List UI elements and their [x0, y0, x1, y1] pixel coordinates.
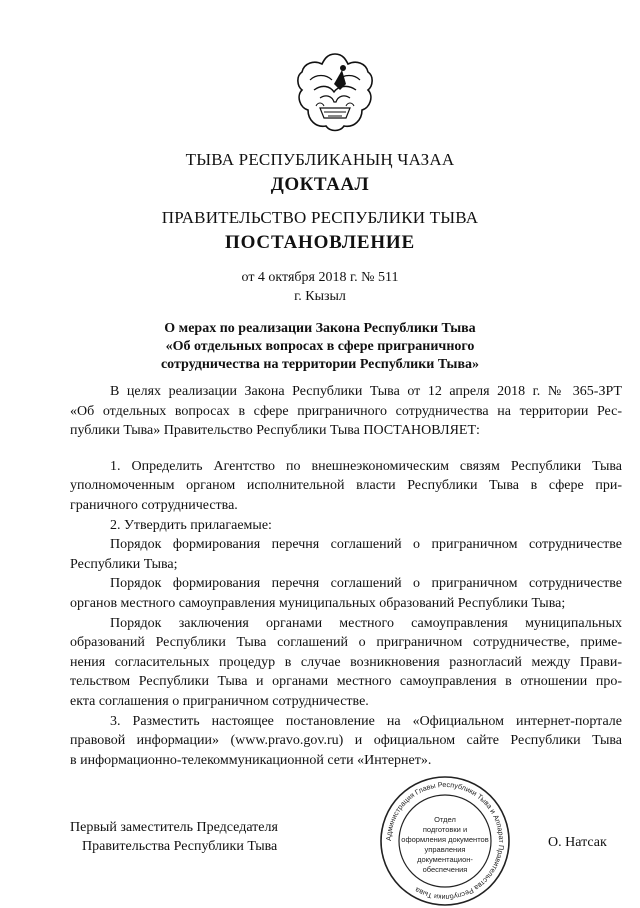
stamp-inner-line: подготовки и	[422, 825, 468, 834]
paragraph-order-1	[70, 535, 622, 574]
body-line: Республики Тыва;	[70, 556, 178, 572]
stamp-inner-line: Отдел	[434, 815, 456, 824]
body-line: уполномоченным органом исполнительной власти Республики Тыва в сфере при-	[70, 478, 622, 494]
paragraph-order-2	[70, 574, 622, 613]
signatory-position	[70, 818, 278, 856]
header-government-ru: ПРАВИТЕЛЬСТВО РЕСПУБЛИКИ ТЫВА	[161, 208, 479, 227]
body-line: граничного сотрудничества.	[70, 497, 238, 513]
paragraph-preamble	[70, 382, 622, 441]
body-line: екта соглашения о приграничном сотрудничестве.	[70, 693, 369, 709]
signatory-position-line: Правительства Республики Тыва	[82, 839, 278, 854]
body-line: образований Республики Тыва соглашений о приграничном сотрудничестве, приме-	[70, 635, 622, 651]
body-line: Порядок формирования перечня соглашений о приграничном сотрудничестве	[110, 537, 622, 553]
document-date-number: от 4 октября 2018 г. № 511	[241, 270, 399, 285]
paragraph-item-1	[70, 457, 622, 516]
body-line: в информационно-телекоммуникационной сети «Интернет».	[70, 752, 432, 768]
signatory-name: О. Натсак	[548, 835, 607, 850]
body-line: тельством Республики Тыва и органами местного самоуправления в отношении про-	[70, 674, 622, 690]
body-line: В целях реализации Закона Республики Тыва от 12 апреля 2018 г. № 365-ЗРТ	[110, 384, 622, 399]
body-line: нения согласительных процедур в случае возникновения разногласий между Прави-	[70, 654, 622, 670]
body-line: 2. Утвердить прилагаемые:	[110, 517, 272, 533]
body-line: 3. Разместить настоящее постановление на «Официальном интернет-портале	[110, 713, 622, 729]
paragraph-item-3	[70, 712, 622, 771]
tuva-coat-of-arms-icon	[296, 50, 374, 134]
title-line: сотрудничества на территории Республики Тыва»	[160, 357, 480, 372]
stamp-inner-line: документацион-	[417, 855, 473, 864]
header-postanovlenie: ПОСТАНОВЛЕНИЕ	[225, 232, 415, 253]
body-line: «Об отдельных вопросах в сфере приграничного сотрудничества на территории Рес-	[70, 403, 622, 419]
header-doktaal: ДОКТААЛ	[270, 174, 370, 195]
stamp-inner-line: обеспечения	[422, 865, 468, 874]
stamp-inner-line: оформления документов	[401, 835, 489, 844]
title-line: О мерах по реализации Закона Республики Тыва	[164, 321, 476, 336]
document-title	[140, 320, 500, 374]
body-line: публики Тыва» Правительство Республики Тыва ПОСТАНОВЛЯЕТ:	[70, 423, 480, 439]
body-line: 1. Определить Агентство по внешнеэкономическим связям Республики Тыва	[110, 458, 622, 474]
official-stamp	[378, 774, 512, 908]
body-line: правовой информации» (www.pravo.gov.ru) и официальном сайте Республики Тыва	[70, 733, 622, 749]
paragraph-order-3	[70, 614, 622, 712]
signatory-position-line: Первый заместитель Председателя	[70, 820, 278, 835]
stamp-inner-line: управления	[424, 845, 466, 854]
paragraph-item-2	[70, 516, 622, 536]
document-city: г. Кызыл	[294, 289, 346, 304]
document-body	[70, 382, 622, 770]
title-line: «Об отдельных вопросах в сфере приграничного	[165, 339, 475, 354]
body-line: Порядок заключения органами местного самоуправления муниципальных	[110, 615, 622, 631]
stamp-outer-text: Администрация Главы Республики Тыва и Аппарат Правительства Республики Тыва	[383, 779, 507, 903]
body-line: органов местного самоуправления муниципальных образований Республики Тыва;	[70, 595, 566, 611]
header-tuva-government: ТЫВА РЕСПУБЛИКАНЫҢ ЧАЗАА	[185, 150, 455, 169]
body-line: Порядок формирования перечня соглашений о приграничном сотрудничестве	[110, 576, 622, 592]
